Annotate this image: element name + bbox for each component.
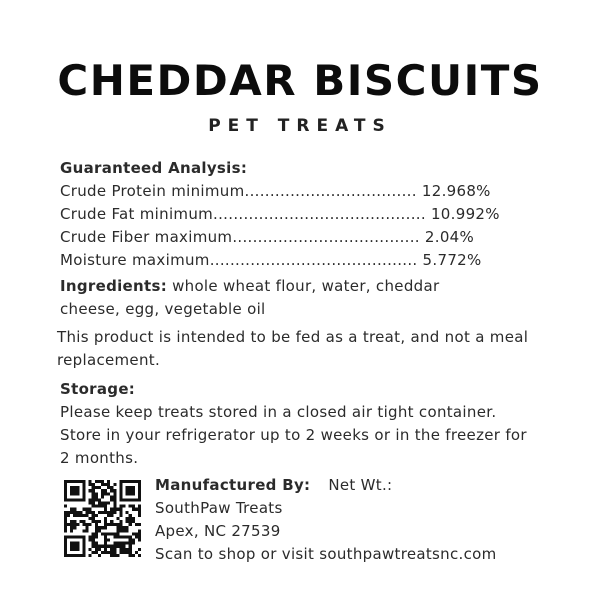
ingredients-label: Ingredients: [60, 277, 167, 295]
net-weight-label: Net Wt.: [328, 476, 393, 494]
product-subtitle: PET TREATS [208, 116, 392, 136]
analysis-row: Moisture maximum......................................... 5.772% [60, 251, 482, 269]
analysis-row: Crude Fiber maximum..................................... 2.04% [60, 228, 475, 246]
manufacturer-label: Manufactured By: [155, 476, 311, 494]
qr-code-graphic [64, 480, 141, 557]
analysis-heading: Guaranteed Analysis: [60, 159, 248, 177]
analysis-row: Crude Protein minimum.................................. 12.968% [60, 182, 491, 200]
storage-heading: Storage: [60, 380, 136, 398]
ingredients-text: whole wheat flour, water, cheddar cheese, egg, vegetable oil [60, 277, 440, 318]
manufacturer-name: SouthPaw Treats [155, 499, 283, 517]
analysis-row: Crude Fat minimum.......................................... 10.992% [60, 205, 500, 223]
guaranteed-analysis [60, 157, 540, 272]
treat-disclaimer: This product is intended to be fed as a treat, and not a meal replacement. [57, 328, 529, 369]
manufacturer-address: Apex, NC 27539 [155, 522, 281, 540]
shop-link[interactable]: Scan to shop or visit southpawtreatsnc.com [155, 545, 497, 563]
product-title: CHEDDAR BISCUITS [57, 56, 543, 105]
storage-text: Please keep treats stored in a closed air tight container. Store in your refrigerator up to 2 weeks or in the freezer for 2 months. [60, 403, 527, 467]
storage-section [60, 378, 540, 470]
ingredients [60, 275, 500, 321]
manufacturer-info [155, 474, 575, 566]
qr-code-icon[interactable] [64, 480, 141, 557]
